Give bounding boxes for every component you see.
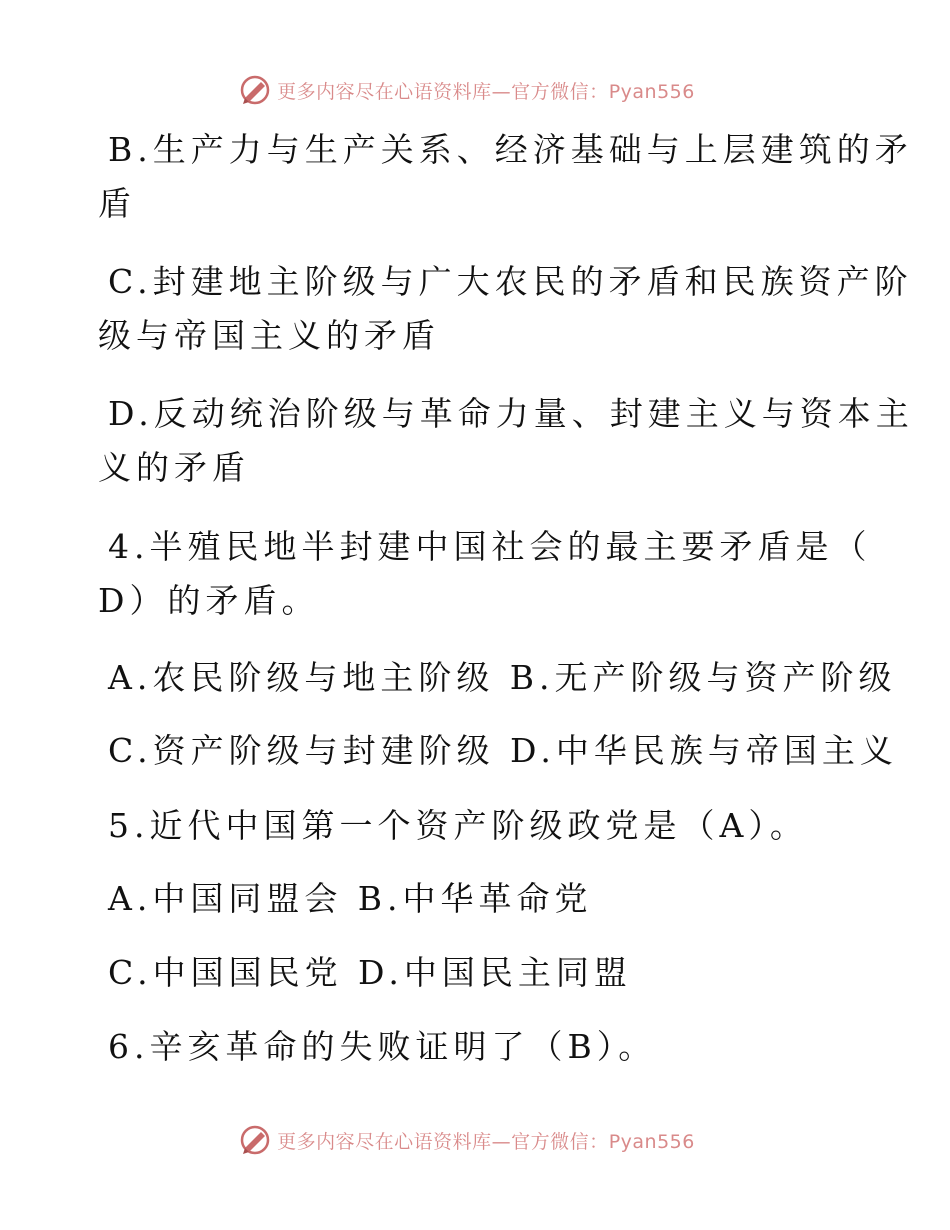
question-5: 5.近代中国第一个资产阶级政党是（A）。 <box>108 806 808 845</box>
option-d-line-1: D.反动统治阶级与革命力量、封建主义与资本主 <box>108 394 914 433</box>
question-4-line-2: D）的矛盾。 <box>98 581 320 620</box>
watermark-text: 更多内容尽在心语资料库—官方微信：Pyan556 <box>277 1130 695 1153</box>
option-d-line-2: 义的矛盾 <box>98 448 250 487</box>
watermark-text: 更多内容尽在心语资料库—官方微信：Pyan556 <box>277 80 695 103</box>
option-c-line-1: C.封建地主阶级与广大农民的矛盾和民族资产阶 <box>108 262 913 301</box>
question-4-line-1: 4.半殖民地半封建中国社会的最主要矛盾是（ <box>108 527 872 566</box>
pen-logo-icon <box>239 1124 271 1156</box>
option-b-line-2: 盾 <box>98 184 136 223</box>
option-c-line-2: 级与帝国主义的矛盾 <box>98 316 440 355</box>
question-5-options-cd: C.中国国民党 D.中国民主同盟 <box>108 953 632 992</box>
option-b-line-1: B.生产力与生产关系、经济基础与上层建筑的矛 <box>108 130 913 169</box>
footer-watermark <box>0 1120 950 1160</box>
question-4-options-ab: A.农民阶级与地主阶级 B.无产阶级与资产阶级 <box>108 658 897 697</box>
question-4-options-cd: C.资产阶级与封建阶级 D.中华民族与帝国主义 <box>108 731 898 770</box>
question-5-options-ab: A.中国同盟会 B.中华革命党 <box>108 879 593 918</box>
question-6: 6.辛亥革命的失败证明了（B）。 <box>108 1027 657 1066</box>
